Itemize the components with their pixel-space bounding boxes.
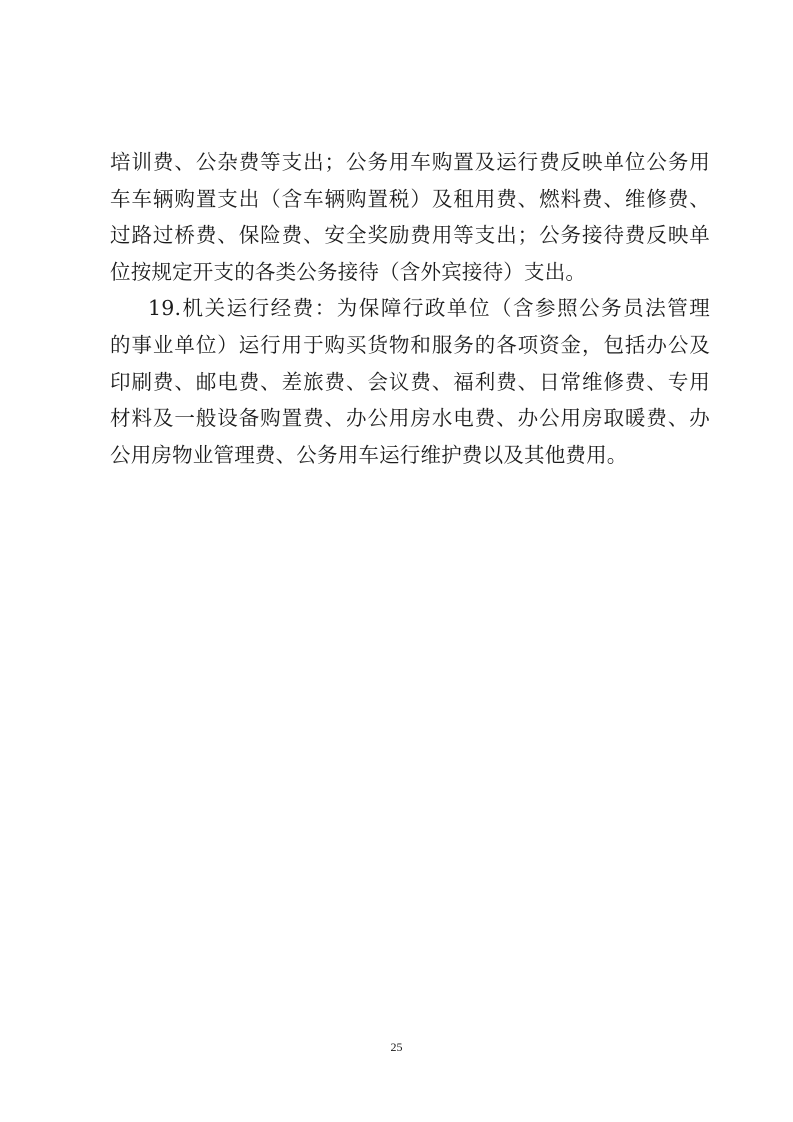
page-number: 25 — [390, 1040, 403, 1054]
text-line: 的事业单位）运行用于购买货物和服务的各项资金，包括办公及 — [110, 332, 710, 357]
text-line: 印刷费、邮电费、差旅费、会议费、福利费、日常维修费、专用 — [110, 369, 710, 394]
text-line: 车车辆购置支出（含车辆购置税）及租用费、燃料费、维修费、 — [110, 186, 710, 211]
body-text — [110, 144, 710, 473]
text-line: 位按规定开支的各类公务接待（含外宾接待）支出。 — [110, 259, 587, 284]
text-line: 公用房物业管理费、公务用车运行维护费以及其他费用。 — [110, 442, 628, 467]
text-line: 材料及一般设备购置费、办公用房水电费、办公用房取暖费、办 — [110, 406, 710, 431]
section-19-heading-line: 19.机关运行经费：为保障行政单位（含参照公务员法管理 — [148, 296, 710, 321]
text-line: 培训费、公杂费等支出；公务用车购置及运行费反映单位公务用 — [110, 150, 710, 174]
text-line: 过路过桥费、保险费、安全奖励费用等支出；公务接待费反映单 — [110, 223, 710, 248]
